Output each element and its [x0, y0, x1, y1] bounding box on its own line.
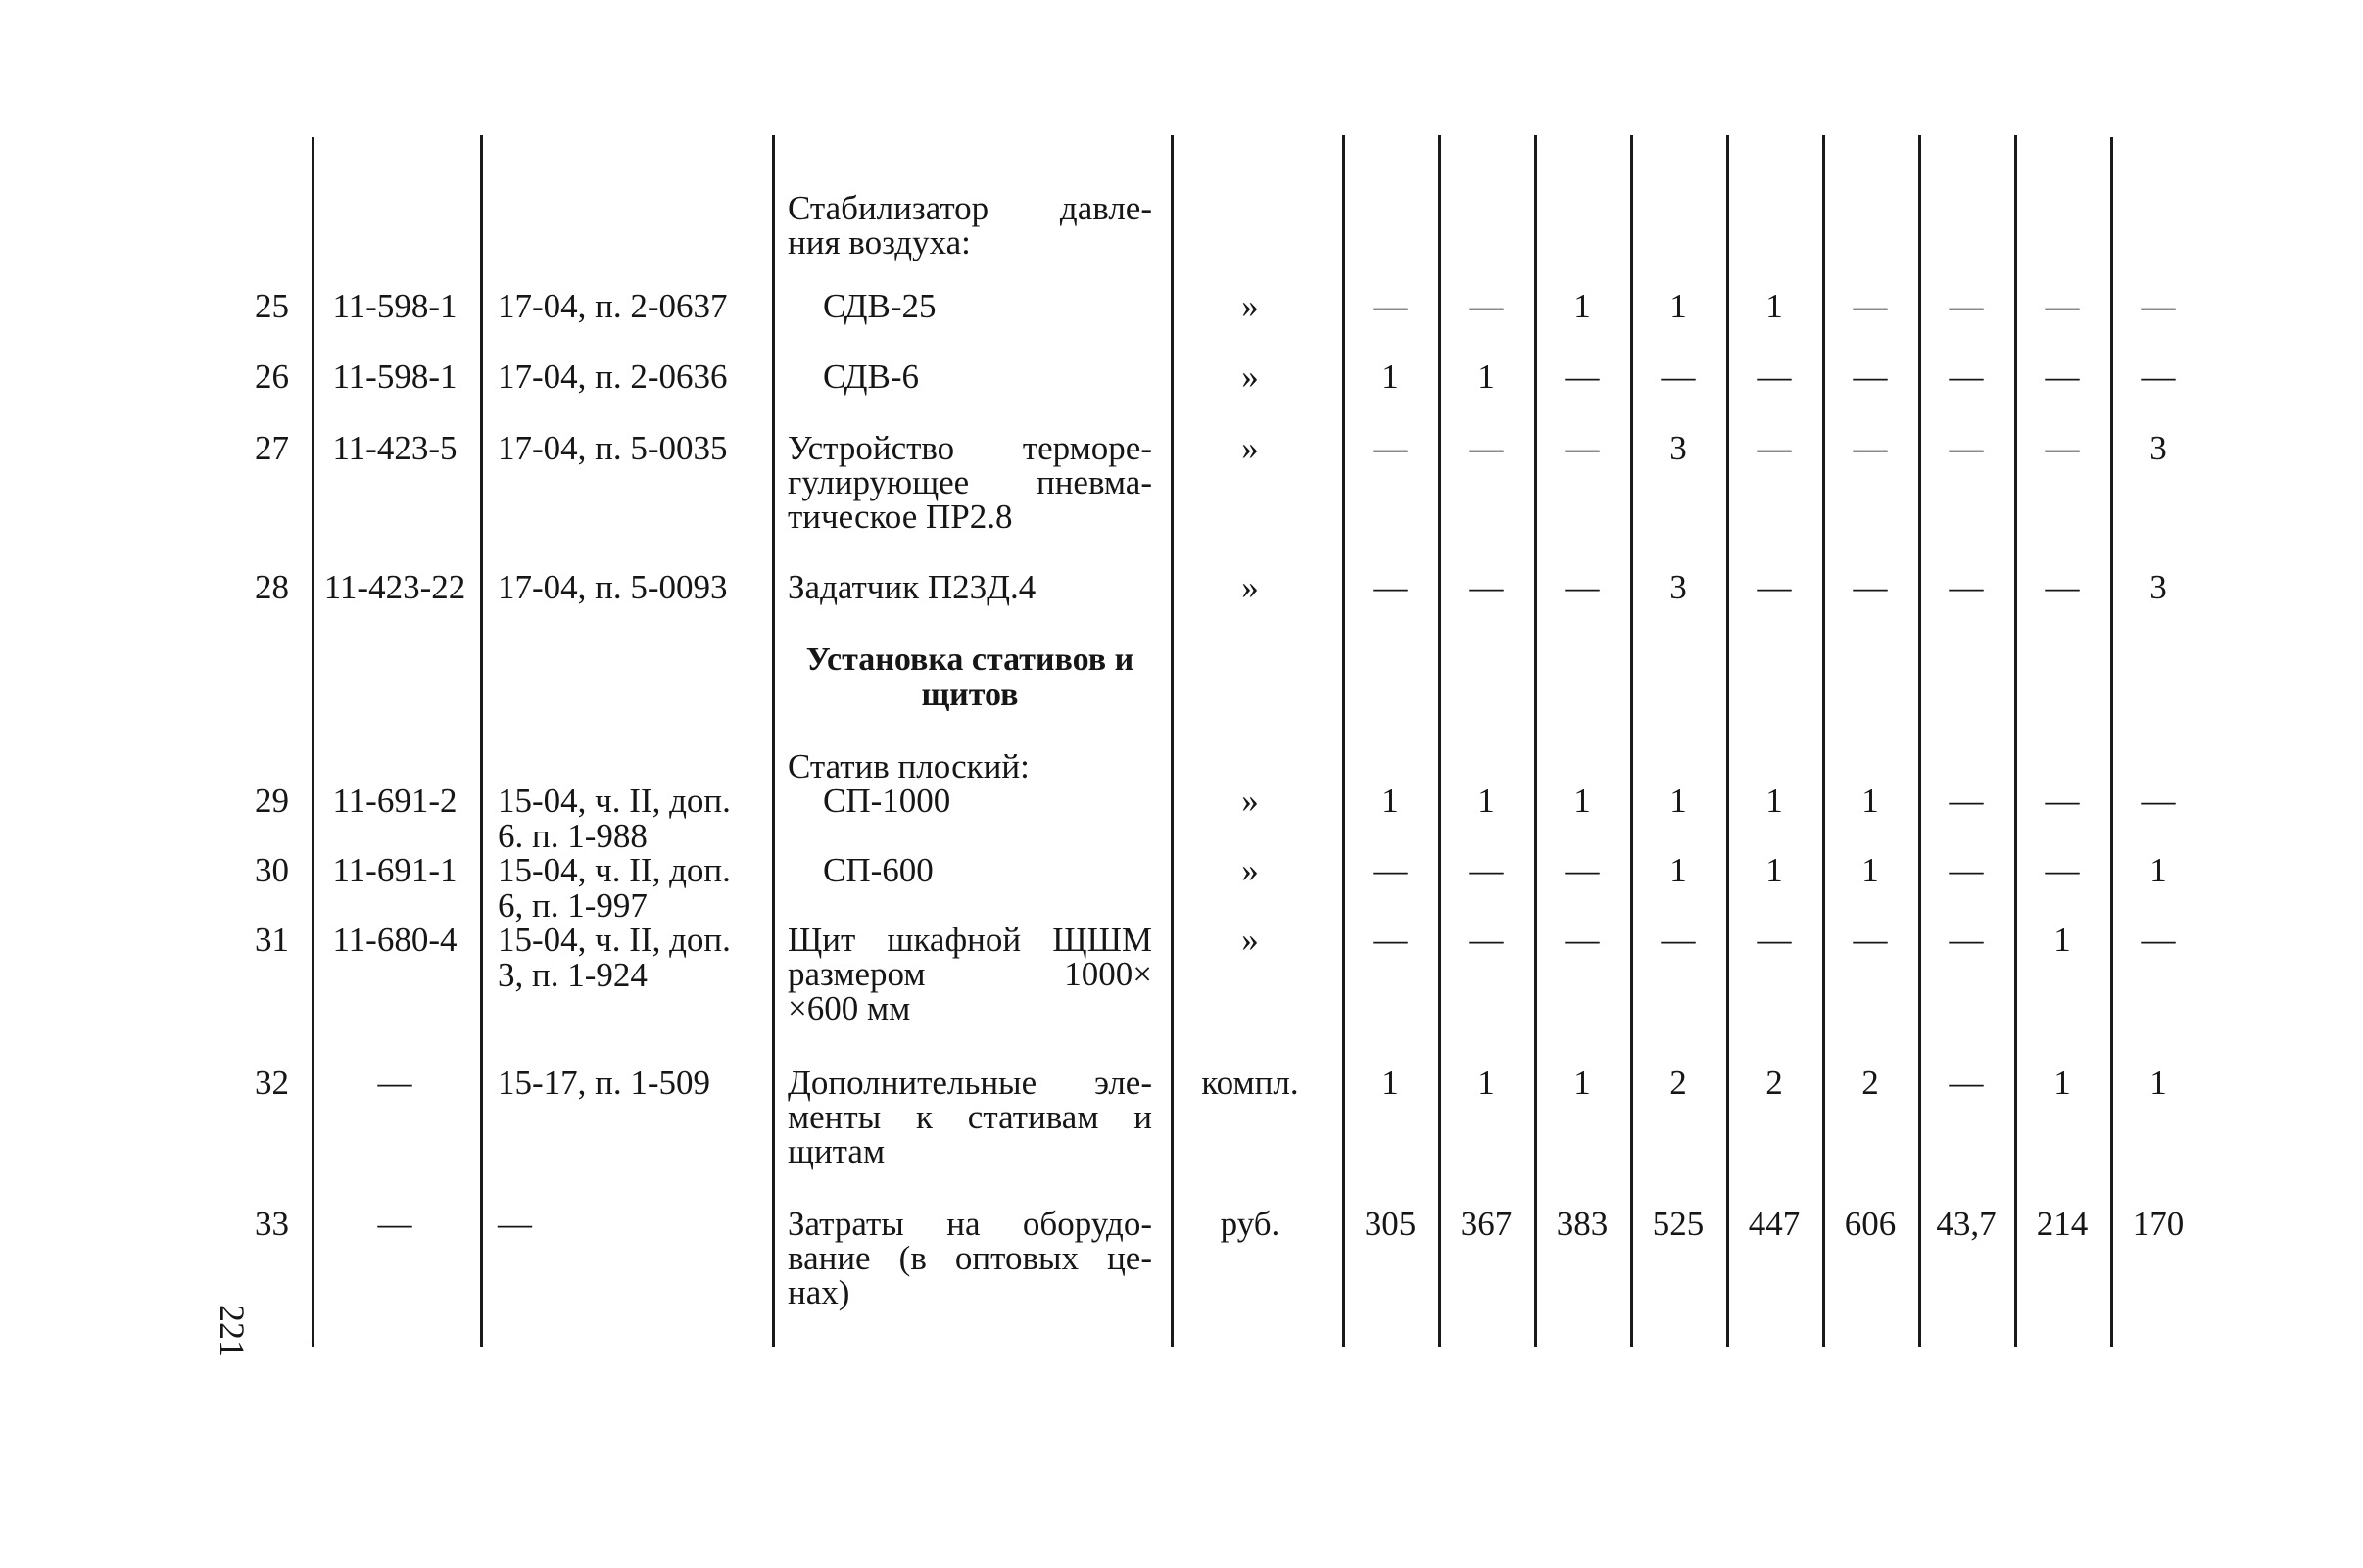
source-cell: 15-17, п. 1-509 [498, 1064, 711, 1102]
value-cell: — [1949, 921, 1984, 959]
column-rule [1342, 135, 1345, 1347]
description-line: СДВ-6 [823, 357, 919, 396]
value-cell: 3 [2149, 568, 2167, 606]
description-line: менты к стативам и [788, 1098, 1152, 1136]
column-rule [2014, 135, 2017, 1347]
column-rule [2110, 137, 2113, 1347]
column-rule [1822, 135, 1825, 1347]
code-cell: 11-598-1 [332, 287, 458, 325]
value-cell: — [1853, 357, 1888, 396]
value-cell: 2 [1765, 1064, 1783, 1102]
value-cell: 383 [1556, 1205, 1609, 1243]
code-cell: 11-423-22 [323, 568, 466, 606]
description-line: вание (в оптовых це- [788, 1239, 1152, 1277]
unit-cell: компл. [1201, 1064, 1299, 1102]
value-cell: 1 [1381, 357, 1399, 396]
value-cell: — [1853, 921, 1888, 959]
row-number: 27 [255, 429, 289, 467]
code-cell: 11-598-1 [332, 357, 458, 396]
source-cell: — [498, 1205, 532, 1243]
value-cell: 2 [1669, 1064, 1687, 1102]
value-cell: 1 [1765, 782, 1783, 820]
value-cell: — [1469, 921, 1504, 959]
value-cell: — [1565, 357, 1600, 396]
value-cell: 1 [1381, 782, 1399, 820]
value-cell: 170 [2132, 1205, 2185, 1243]
source-cell: 17-04, п. 5-0093 [498, 568, 728, 606]
unit-cell: » [1241, 921, 1259, 959]
value-cell: — [1565, 568, 1600, 606]
value-cell: 305 [1364, 1205, 1417, 1243]
description-line: Статив плоский: [788, 747, 1030, 785]
description-line: Устройство терморе- [788, 429, 1152, 467]
description-cell [823, 784, 1152, 818]
value-cell: — [1949, 568, 1984, 606]
value-cell: — [1661, 357, 1696, 396]
column-rule [1171, 135, 1174, 1347]
value-cell: — [1853, 429, 1888, 467]
row-number: 30 [255, 851, 289, 889]
value-cell: — [1949, 1064, 1984, 1102]
group-header [788, 191, 1152, 260]
value-cell: 1 [1861, 851, 1879, 889]
value-cell: — [2045, 568, 2080, 606]
column-rule [1630, 135, 1633, 1347]
unit-cell: » [1241, 782, 1259, 820]
source-cell: 3, п. 1-924 [498, 956, 648, 994]
value-cell: 1 [2149, 851, 2167, 889]
source-cell: 17-04, п. 5-0035 [498, 429, 728, 467]
description-line: Задатчик П23Д.4 [788, 568, 1037, 606]
value-cell: 1 [1477, 1064, 1495, 1102]
value-cell: 1 [2053, 921, 2071, 959]
source-cell: 15-04, ч. II, доп. [498, 921, 731, 959]
value-cell: 2 [1861, 1064, 1879, 1102]
value-cell: 1 [1669, 287, 1687, 325]
value-cell: 1 [1477, 782, 1495, 820]
description-line: СП-1000 [823, 782, 951, 820]
value-cell: 1 [1573, 782, 1591, 820]
value-cell: — [2045, 357, 2080, 396]
value-cell: 525 [1652, 1205, 1705, 1243]
source-cell: 6, п. 1-997 [498, 886, 648, 925]
value-cell: 1 [1477, 357, 1495, 396]
value-cell: — [2141, 357, 2176, 396]
description-line: гулирующее пневма- [788, 463, 1152, 501]
description-line: Стабилизатор давле- [788, 189, 1152, 227]
description-cell [788, 1066, 1152, 1168]
row-number: 26 [255, 357, 289, 396]
description-line: Затраты на оборудо- [788, 1205, 1152, 1243]
code-cell: 11-680-4 [332, 921, 458, 959]
value-cell: — [1469, 568, 1504, 606]
value-cell: — [1757, 429, 1792, 467]
description-cell [823, 289, 1152, 323]
value-cell: — [1565, 851, 1600, 889]
section-heading: Установка стативов и [805, 641, 1134, 678]
value-cell: — [1949, 287, 1984, 325]
value-cell: — [2045, 851, 2080, 889]
value-cell: — [1565, 429, 1600, 467]
source-cell: 15-04, ч. II, доп. [498, 782, 731, 820]
value-cell: — [1469, 429, 1504, 467]
value-cell: — [2045, 287, 2080, 325]
code-cell: — [377, 1064, 412, 1102]
unit-cell: » [1241, 287, 1259, 325]
description-line: ×600 мм [788, 989, 911, 1027]
code-cell: 11-691-1 [332, 851, 458, 889]
description-line: Дополнительные эле- [788, 1064, 1152, 1102]
column-rule [1534, 135, 1537, 1347]
column-rule [480, 135, 483, 1347]
value-cell: 1 [1669, 851, 1687, 889]
value-cell: 1 [1765, 287, 1783, 325]
value-cell: — [1373, 568, 1408, 606]
value-cell: 1 [1765, 851, 1783, 889]
value-cell: — [1949, 429, 1984, 467]
value-cell: — [1757, 568, 1792, 606]
source-cell: 17-04, п. 2-0637 [498, 287, 728, 325]
value-cell: — [1949, 851, 1984, 889]
value-cell: — [2141, 782, 2176, 820]
code-cell: 11-423-5 [332, 429, 458, 467]
value-cell: 3 [1669, 429, 1687, 467]
value-cell: 367 [1460, 1205, 1513, 1243]
code-cell: — [377, 1205, 412, 1243]
description-line: Щит шкафной ЩШМ [788, 921, 1152, 959]
unit-cell: » [1241, 568, 1259, 606]
value-cell: 3 [2149, 429, 2167, 467]
value-cell: — [1949, 782, 1984, 820]
page-number: 221 [213, 1305, 252, 1357]
value-cell: 606 [1844, 1205, 1897, 1243]
value-cell: — [1469, 287, 1504, 325]
description-cell [788, 1207, 1152, 1309]
value-cell: — [1565, 921, 1600, 959]
unit-cell: » [1241, 357, 1259, 396]
value-cell: — [1373, 921, 1408, 959]
column-rule [312, 137, 314, 1347]
description-line: СП-600 [823, 851, 934, 889]
value-cell: — [1853, 287, 1888, 325]
code-cell: 11-691-2 [332, 782, 458, 820]
row-number: 32 [255, 1064, 289, 1102]
row-number: 25 [255, 287, 289, 325]
column-rule [1438, 135, 1441, 1347]
value-cell: — [1373, 429, 1408, 467]
description-line: щитам [788, 1132, 886, 1170]
row-number: 28 [255, 568, 289, 606]
section-heading: щитов [921, 677, 1019, 713]
source-cell: 15-04, ч. II, доп. [498, 851, 731, 889]
value-cell: — [2045, 782, 2080, 820]
row-number: 33 [255, 1205, 289, 1243]
value-cell: — [1373, 851, 1408, 889]
value-cell: — [2141, 921, 2176, 959]
value-cell: 3 [1669, 568, 1687, 606]
value-cell: — [2141, 287, 2176, 325]
value-cell: 43,7 [1936, 1205, 1997, 1243]
description-cell [788, 570, 1152, 604]
value-cell: 1 [2149, 1064, 2167, 1102]
description-line: тическое ПР2.8 [788, 498, 1013, 536]
value-cell: — [1853, 568, 1888, 606]
value-cell: 1 [1573, 287, 1591, 325]
value-cell: — [1373, 287, 1408, 325]
value-cell: 1 [1669, 782, 1687, 820]
unit-cell: » [1241, 851, 1259, 889]
value-cell: 1 [1573, 1064, 1591, 1102]
column-rule [1726, 135, 1729, 1347]
unit-cell: » [1241, 429, 1259, 467]
description-cell [823, 853, 1152, 887]
value-cell: 1 [1381, 1064, 1399, 1102]
description-line: нах) [788, 1273, 850, 1311]
row-number: 29 [255, 782, 289, 820]
value-cell: — [1469, 851, 1504, 889]
value-cell: — [1757, 357, 1792, 396]
value-cell: — [1661, 921, 1696, 959]
subgroup-header [788, 749, 1152, 784]
value-cell: — [1757, 921, 1792, 959]
description-line: размером 1000× [788, 955, 1152, 993]
value-cell: 1 [1861, 782, 1879, 820]
row-number: 31 [255, 921, 289, 959]
value-cell: — [1949, 357, 1984, 396]
description-cell [788, 431, 1152, 534]
value-cell: 447 [1748, 1205, 1801, 1243]
description-cell [823, 359, 1152, 394]
value-cell: — [2045, 429, 2080, 467]
column-rule [772, 135, 775, 1347]
description-line: СДВ-25 [823, 287, 937, 325]
unit-cell: руб. [1220, 1205, 1280, 1243]
source-cell: 17-04, п. 2-0636 [498, 357, 728, 396]
value-cell: 1 [2053, 1064, 2071, 1102]
value-cell: 214 [2036, 1205, 2089, 1243]
source-cell: 6. п. 1-988 [498, 817, 648, 855]
description-cell [788, 923, 1152, 1025]
description-line: ния воздуха: [788, 223, 971, 261]
column-rule [1918, 135, 1921, 1347]
